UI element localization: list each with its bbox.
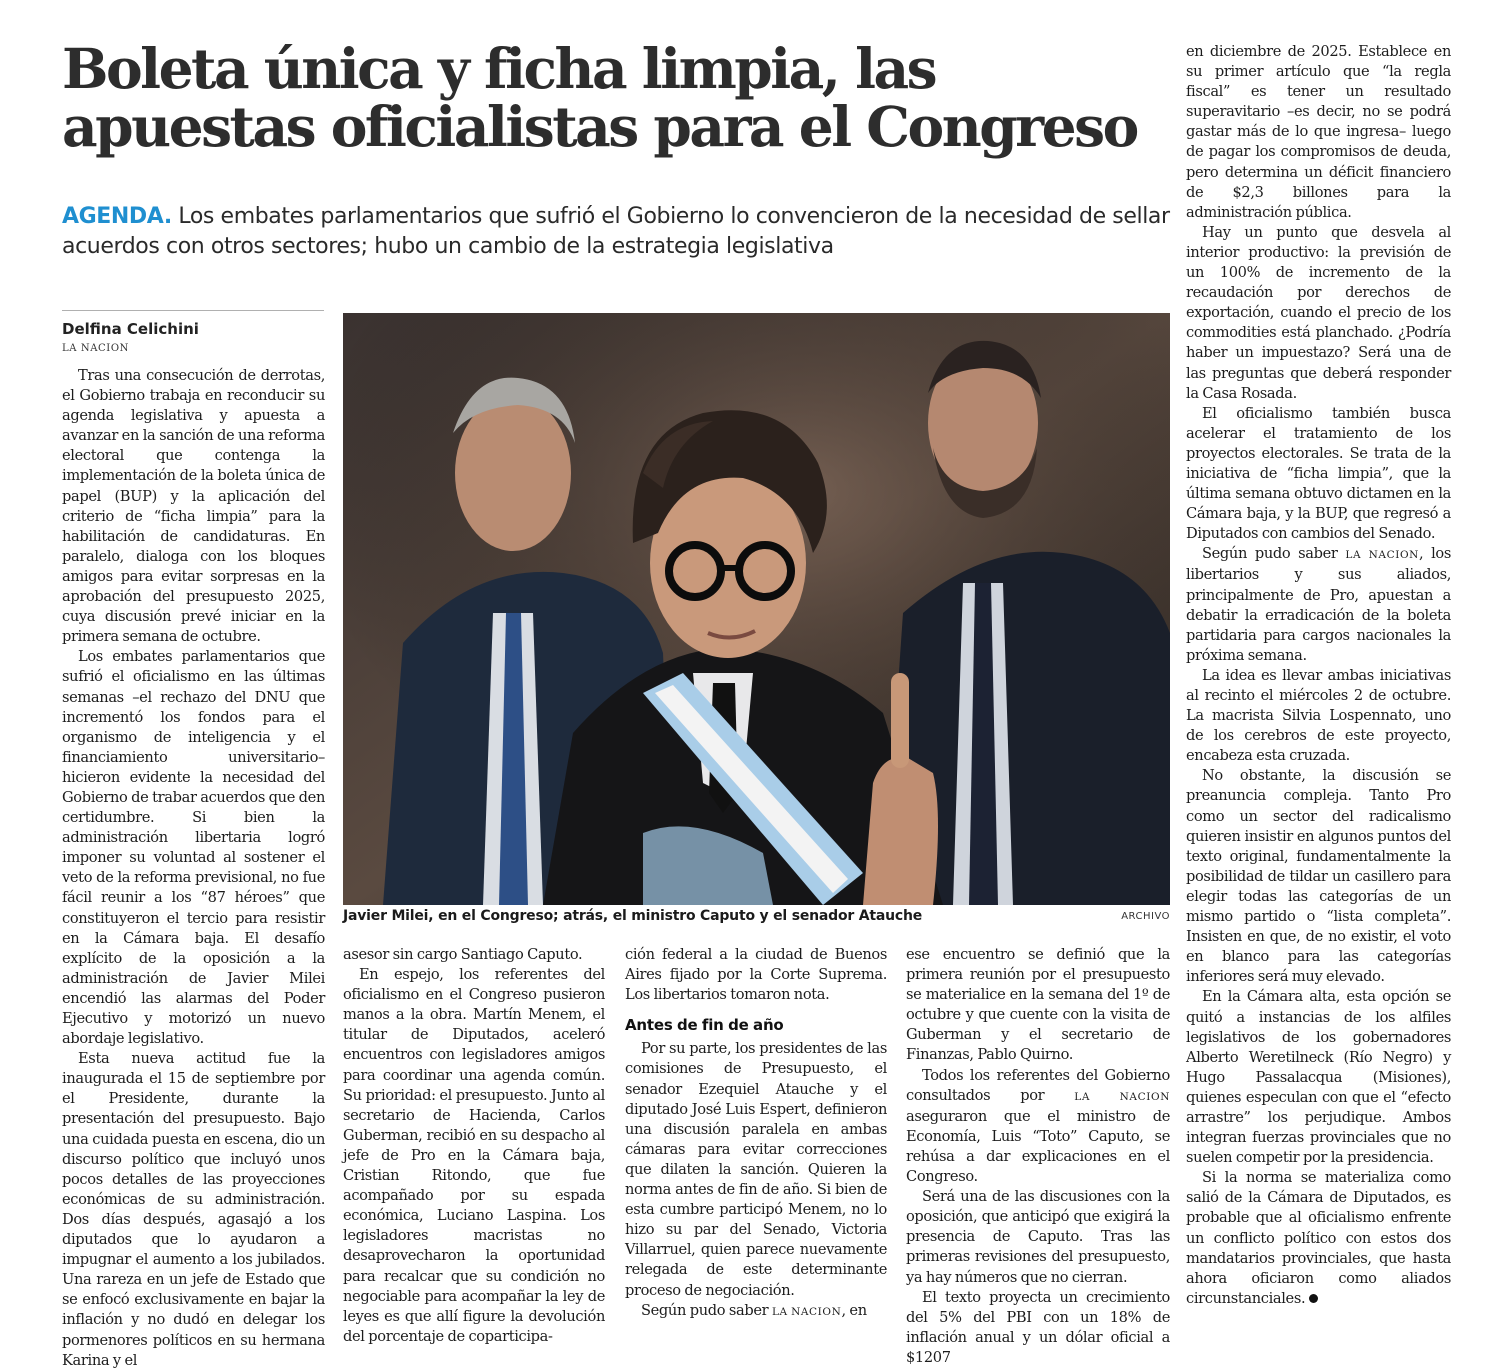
- kicker: AGENDA.: [62, 204, 172, 229]
- byline-rule: [62, 310, 324, 311]
- paragraph-text: Si la norma se materializa como salió de la Cámara de Diputados, es probable que al oficialismo enfrente un conflicto político con estos dos mandatarios provinciales, que hasta ahora oficiaron como aliados circunstanciales.: [1186, 1169, 1451, 1307]
- paragraph-text: Según pudo saber: [1202, 545, 1338, 563]
- paragraph: Por su parte, los presidentes de las comisiones de Presupuesto, el senador Ezequiel Atauche y el diputado José Luis Espert, definieron una discusión paralela en ambas cámaras para evitar correcciones que dilaten la sanción. Quieren la norma antes de fin de año. Si bien de esta cumbre participó Menem, no lo hizo su par del Senado, Victoria Villarruel, quien parece nuevamente relegada de este determinante proceso de negociación.: [625, 1040, 887, 1299]
- paragraph: Esta nueva actitud fue la inaugurada el 15 de septiembre por el Presidente, durante la presentación del presupuesto. Bajo una cuidada puesta en escena, dio un discurso político que incluyó unos pocos detalles de las proyecciones económicas de su administración. Dos días después, agasajó a los diputados que lo ayudaron a impugnar el aumento a los jubilados. Una rareza en un jefe de Estado que se enfocó exclusivamente en bajar la inflación y no dudó en delegar los pormenores políticos en su hermana Karina y el: [62, 1050, 325, 1369]
- paragraph: ese encuentro se definió que la primera reunión por el presupuesto se materialice en la semana del 1º de octubre y que cuente con la visita de Guberman y el secretario de Finanzas, Pablo Quirno.: [906, 946, 1170, 1064]
- deck-text: Los embates parlamentarios que sufrió el Gobierno lo convencieron de la necesidad de sellar acuerdos con otros sectores; hubo un cambio de la estrategia legislativa: [62, 204, 1170, 259]
- paragraph: [1186, 544, 1451, 666]
- paragraph-text: , en: [841, 1301, 867, 1319]
- article-photo: [343, 313, 1170, 905]
- paragraph-text: , los libertarios y sus aliados, principalmente de Pro, apuestan a debatir la erradicación de la boleta partidaria para cargos nacionales la próxima semana.: [1186, 545, 1451, 664]
- column-1: [62, 366, 325, 1369]
- paragraph-text: Según pudo saber: [641, 1301, 769, 1319]
- author-outlet: LA NACION: [62, 343, 129, 354]
- paragraph: Hay un punto que desvela al interior productivo: la previsión de un 100% de incremento de la recaudación por derechos de exportación, cuando el precio de los commodities está planchado. ¿Podría haber un impuestazo? Será una de las preguntas que deberá responder la Casa Rosada.: [1186, 223, 1451, 402]
- end-of-article-icon: [1309, 1294, 1318, 1303]
- outlet-mention: LA NACION: [1074, 1090, 1170, 1103]
- outlet-mention: LA NACION: [771, 1305, 842, 1318]
- paragraph: [906, 1066, 1170, 1188]
- paragraph: Será una de las discusiones con la oposición, que anticipó que exigirá la presencia de Caputo. Tras las primeras revisiones del presupuesto, ya hay números que no cierran.: [906, 1188, 1170, 1286]
- paragraph: Tras una consecución de derrotas, el Gobierno trabaja en reconducir su agenda legislativa y apuesta a avanzar en la sanción de una reforma electoral que contenga la implementación de la boleta única de papel (BUP) y la aplicación del criterio de “ficha limpia” para la habilitación de candidaturas. En paralelo, dialoga con los bloques amigos para evitar sorpresas en la aprobación del presupuesto 2025, cuya discusión prevé iniciar en la primera semana de octubre.: [62, 367, 325, 646]
- column-5: [1186, 42, 1451, 1357]
- paragraph: No obstante, la discusión se preanuncia compleja. Tanto Pro como un sector del radicalismo quieren insistir en algunos puntos del texto original, fundamentalmente la posibilidad de tildar un casillero para elegir todas las categorías de un mismo partido o “lista completa”. Insisten en que, de no existir, el voto en blanco para las categorías inferiores será muy elevado.: [1186, 767, 1451, 986]
- column-3: [625, 945, 887, 1356]
- outlet-mention: LA NACION: [1345, 549, 1419, 562]
- column-2: [343, 945, 605, 1356]
- paragraph: ción federal a la ciudad de Buenos Aires fijado por la Corte Suprema. Los libertarios tomaron nota.: [625, 946, 887, 1004]
- paragraph: Los embates parlamentarios que sufrió el oficialismo en las últimas semanas –el rechazo del DNU que incrementó los fondos para el organismo de inteligencia y el financiamiento universitario– hicieron evidente la necesidad del Gobierno de trabar acuerdos que den certidumbre. Si bien la administración libertaria logró imponer su voluntad al sostener el veto de la reforma previsional, no fue fácil reunir a los “87 héroes” que constituyeron el tercio para resistir en la Cámara baja. El desafío explícito de la oposición a la administración de Javier Milei encendió las alarmas del Poder Ejecutivo y motorizó un nuevo abordaje legislativo.: [62, 648, 325, 1048]
- paragraph: [1186, 1168, 1451, 1309]
- paragraph: En la Cámara alta, esta opción se quitó a instancias de los alfiles legislativos de los gobernadores Alberto Weretilneck (Río Negro) y Hugo Passalacqua (Misiones), quienes especulan con que el “efecto arrastre” los perjudique. Ambos integran fuerzas provinciales que no suelen competir por la presidencia.: [1186, 988, 1451, 1167]
- author-name: Delfina Celichini: [62, 320, 199, 338]
- headline: Boleta única y ficha limpia, las apuestas oficialistas para el Congreso: [62, 36, 1137, 159]
- paragraph: En espejo, los referentes del oficialismo en el Congreso pusieron manos a la obra. Martín Menem, el titular de Diputados, aceleró encuentros con legisladores amigos para coordinar una agenda común. Su prioridad: el presupuesto. Junto al secretario de Hacienda, Carlos Guberman, recibió en su despacho al jefe de Pro en la Cámara baja, Cristian Ritondo, que fue acompañado por su espada económica, Luciano Laspina. Los legisladores macristas no desaprovecharon la oportunidad para recalcar que su condición no negociable para acompañar la ley de leyes es que allí figure la devolución del porcentaje de coparticipa-: [343, 966, 605, 1345]
- paragraph: [625, 1301, 887, 1322]
- paragraph: La idea es llevar ambas iniciativas al recinto el miércoles 2 de octubre. La macrista Silvia Lospennato, uno de los cerebros de este proyecto, encabeza esta cruzada.: [1186, 666, 1451, 765]
- deck: [62, 202, 1172, 262]
- paragraph: en diciembre de 2025. Establece en su primer artículo que “la regla fiscal” es tener un resultado superavitario –es decir, no se podrá gastar más de lo que ingresa– luego de pagar los compromisos de deuda, pero determina un déficit financiero de $2,3 billones para la administración pública.: [1186, 43, 1451, 221]
- paragraph-text: aseguraron que el ministro de Economía, Luis “Toto” Caputo, se rehúsa a dar explicaciones en el Congreso.: [906, 1107, 1170, 1186]
- paragraph: asesor sin cargo Santiago Caputo.: [343, 946, 583, 963]
- photo-credit: ARCHIVO: [1121, 911, 1170, 922]
- photo-caption-bar: [343, 908, 1170, 930]
- paragraph-text: Todos los referentes del Gobierno consultados por: [906, 1066, 1170, 1104]
- paragraph: El texto proyecta un crecimiento del 5% del PBI con un 18% de inflación anual y un dólar oficial a $1207: [906, 1288, 1170, 1366]
- column-4: [906, 945, 1170, 1366]
- paragraph: El oficialismo también busca acelerar el tratamiento de los proyectos electorales. Se trata de la iniciativa de “ficha limpia”, que la última semana obtuvo dictamen en la Cámara baja, y la BUP, que regresó a Diputados con cambios del Senado.: [1186, 404, 1451, 543]
- photo-illustration: [343, 313, 1170, 905]
- section-heading: Antes de fin de año: [625, 1016, 784, 1035]
- photo-caption: Javier Milei, en el Congreso; atrás, el ministro Caputo y el senador Atauche: [343, 908, 923, 924]
